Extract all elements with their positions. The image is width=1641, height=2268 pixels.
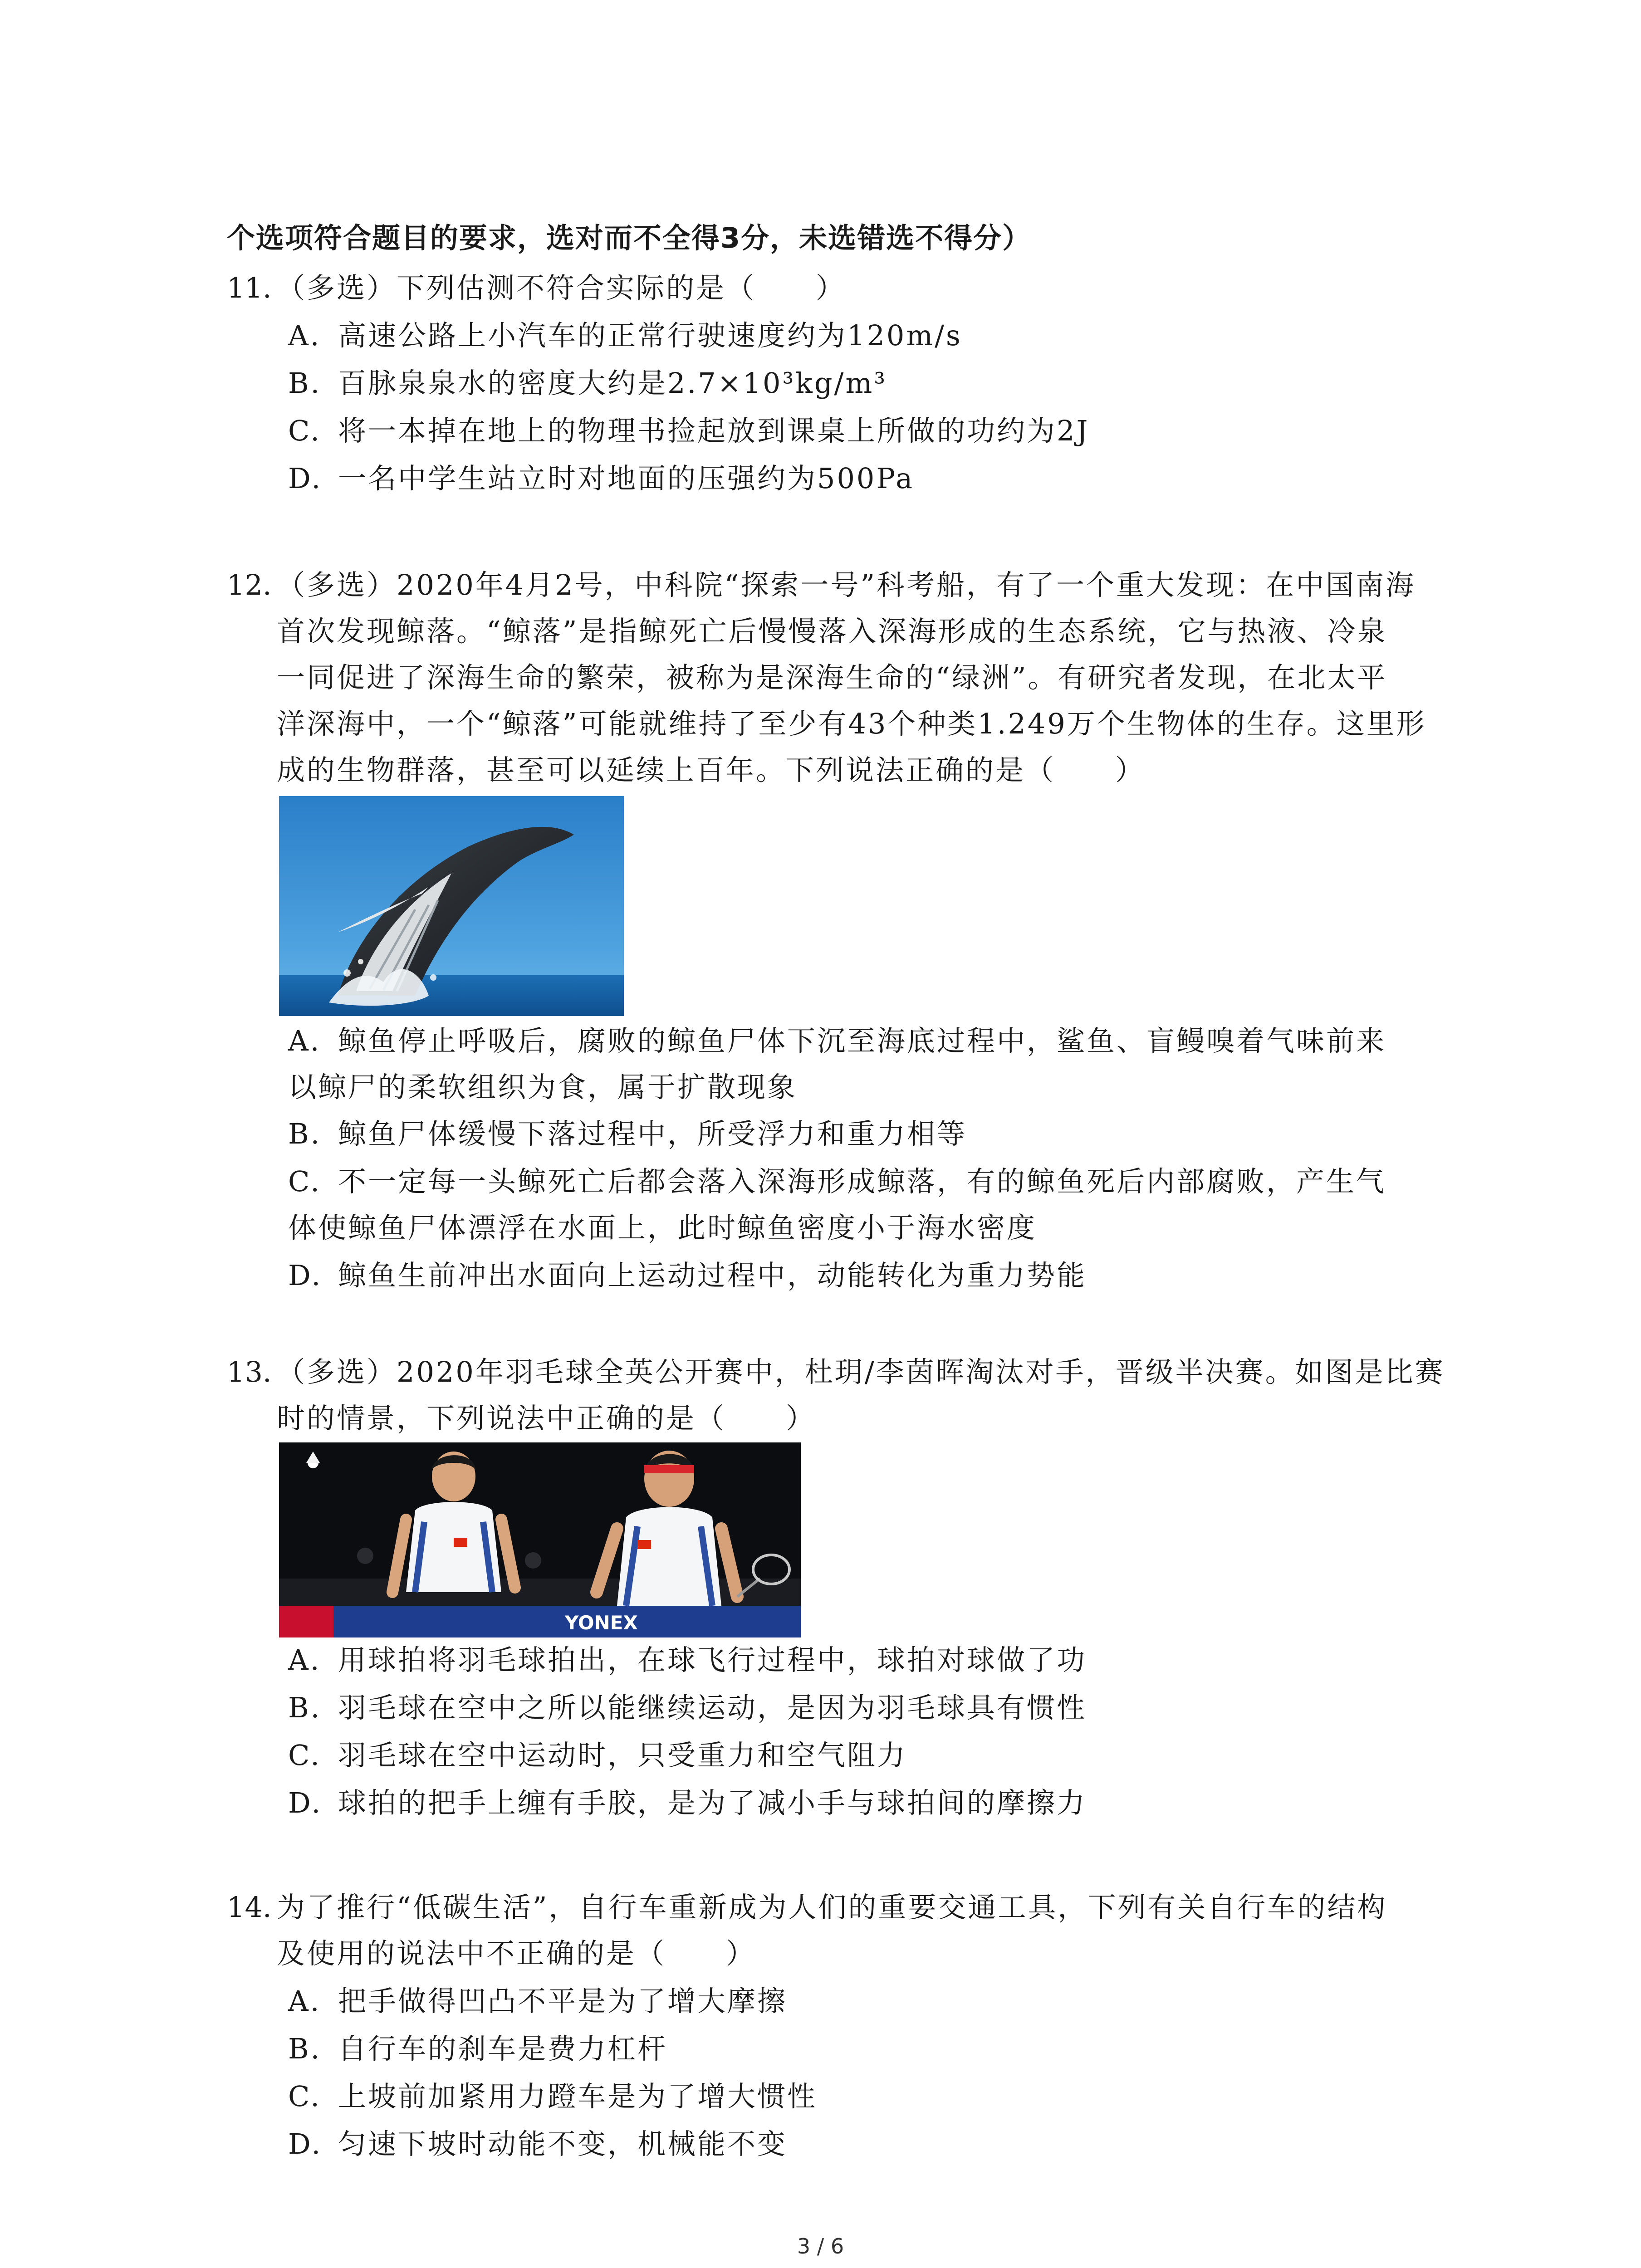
option-letter: B. bbox=[288, 1691, 322, 1724]
option-a bbox=[288, 318, 962, 354]
question-stem-line: 洋深海中，一个“鲸落”可能就维持了至少有43个种类1.249万个生物体的生存。这里形 bbox=[277, 707, 1426, 740]
whale-breach-image bbox=[279, 796, 624, 1016]
option-c bbox=[288, 2078, 817, 2115]
option-d bbox=[288, 460, 914, 497]
option-text: 羽毛球在空中之所以能继续运动，是因为羽毛球具有惯性 bbox=[338, 1691, 1087, 1724]
option-d bbox=[288, 1257, 1087, 1294]
badminton-match-image bbox=[279, 1442, 801, 1637]
option-b bbox=[288, 2031, 667, 2067]
option-text: 不一定每一头鲸死亡后都会落入深海形成鲸落，有的鲸鱼死后内部腐败，产生气 bbox=[338, 1165, 1386, 1198]
option-c bbox=[288, 1163, 1386, 1200]
option-c bbox=[288, 413, 1089, 449]
option-letter: A. bbox=[288, 319, 321, 352]
option-a-continued: 以鲸尸的柔软组织为食，属于扩散现象 bbox=[288, 1070, 798, 1104]
option-a bbox=[288, 1642, 1087, 1678]
section-instruction: 个选项符合题目的要求，选对而不全得3分，未选错选不得分） bbox=[227, 221, 1032, 254]
option-letter: B. bbox=[288, 367, 322, 400]
page-number: 3 / 6 bbox=[797, 2234, 844, 2258]
option-d bbox=[288, 2126, 787, 2162]
question-stem-line: （多选）2020年羽毛球全英公开赛中，杜玥/李茵晖淘汰对手，晋级半决赛。如图是比赛 bbox=[277, 1355, 1445, 1388]
option-b bbox=[288, 1116, 967, 1152]
option-letter: C. bbox=[288, 2080, 321, 2113]
question-stem-line: 首次发现鲸落。“鲸落”是指鲸死亡后慢慢落入深海形成的生态系统，它与热液、冷泉 bbox=[277, 615, 1387, 648]
option-text: 自行车的刹车是费力杠杆 bbox=[338, 2032, 668, 2065]
option-b bbox=[288, 1690, 1087, 1726]
question-number: 11. bbox=[227, 271, 272, 304]
option-a bbox=[288, 1023, 1386, 1059]
question-stem-line: 及使用的说法中不正确的是（ ） bbox=[277, 1937, 756, 1970]
option-letter: C. bbox=[288, 414, 321, 447]
badminton-players-icon bbox=[279, 1442, 801, 1637]
option-letter: A. bbox=[288, 1643, 321, 1677]
option-d bbox=[288, 1785, 1087, 1821]
option-text: 把手做得凹凸不平是为了增大摩擦 bbox=[338, 1984, 788, 2018]
option-text: 一名中学生站立时对地面的压强约为500Pa bbox=[338, 462, 915, 495]
option-text: 鲸鱼生前冲出水面向上运动过程中，动能转化为重力势能 bbox=[338, 1259, 1087, 1292]
option-letter: A. bbox=[288, 1024, 321, 1057]
option-text: 匀速下坡时动能不变，机械能不变 bbox=[338, 2127, 788, 2160]
question-number: 12. bbox=[227, 568, 272, 601]
option-a bbox=[288, 1983, 787, 2019]
option-c bbox=[288, 1737, 907, 1774]
option-letter: D. bbox=[288, 1786, 323, 1819]
option-letter: A. bbox=[288, 1984, 321, 2018]
question-number: 14. bbox=[227, 1891, 272, 1924]
option-text: 羽毛球在空中运动时，只受重力和空气阻力 bbox=[338, 1739, 907, 1772]
option-letter: C. bbox=[288, 1165, 321, 1198]
option-text: 百脉泉泉水的密度大约是2.7×10³kg/m³ bbox=[338, 367, 887, 400]
option-letter: B. bbox=[288, 2032, 322, 2065]
option-b bbox=[288, 365, 887, 401]
option-text: 鲸鱼停止呼吸后，腐败的鲸鱼尸体下沉至海底过程中，鲨鱼、盲鳗嗅着气味前来 bbox=[338, 1024, 1386, 1057]
option-text: 高速公路上小汽车的正常行驶速度约为120m/s bbox=[338, 319, 962, 352]
option-text: 鲸鱼尸体缓慢下落过程中，所受浮力和重力相等 bbox=[338, 1117, 967, 1150]
question-number: 13. bbox=[227, 1355, 272, 1388]
option-letter: C. bbox=[288, 1739, 321, 1772]
option-letter: B. bbox=[288, 1117, 322, 1150]
banner-text: YONEX bbox=[565, 1612, 638, 1634]
option-c-continued: 体使鲸鱼尸体漂浮在水面上，此时鲸鱼密度小于海水密度 bbox=[288, 1211, 1037, 1244]
option-letter: D. bbox=[288, 462, 323, 495]
option-text: 上坡前加紧用力蹬车是为了增大惯性 bbox=[338, 2080, 818, 2113]
question-stem-line: 为了推行“低碳生活”，自行车重新成为人们的重要交通工具，下列有关自行车的结构 bbox=[277, 1891, 1387, 1924]
question-stem-line: 成的生物群落，甚至可以延续上百年。下列说法正确的是（ ） bbox=[277, 753, 1146, 787]
option-text: 用球拍将羽毛球拍出，在球飞行过程中，球拍对球做了功 bbox=[338, 1643, 1087, 1677]
question-stem-line: 时的情景，下列说法中正确的是（ ） bbox=[277, 1402, 816, 1435]
option-text: 球拍的把手上缠有手胶，是为了减小手与球拍间的摩擦力 bbox=[338, 1786, 1087, 1819]
option-text: 将一本掉在地上的物理书捡起放到课桌上所做的功约为2J bbox=[338, 414, 1090, 447]
whale-icon bbox=[279, 796, 624, 1016]
question-stem: （多选）下列估测不符合实际的是（ ） bbox=[277, 271, 846, 304]
option-letter: D. bbox=[288, 1259, 323, 1292]
question-stem-line: 一同促进了深海生命的繁荣，被称为是深海生命的“绿洲”。有研究者发现，在北太平 bbox=[277, 661, 1387, 694]
option-letter: D. bbox=[288, 2127, 323, 2160]
question-stem-line: （多选）2020年4月2号，中科院“探索一号”科考船，有了一个重大发现：在中国南海 bbox=[277, 568, 1416, 601]
